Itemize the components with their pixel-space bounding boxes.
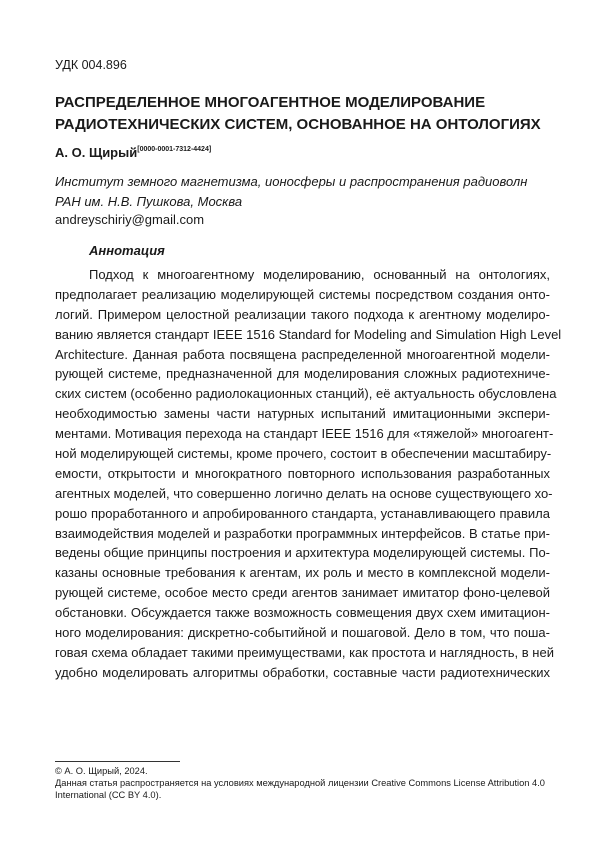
abstract-line: ских систем (особенно радиолокационных станций), её актуальность обусловлена: [55, 386, 557, 402]
abstract-heading: Аннотация: [89, 243, 165, 258]
abstract-line: обстановки. Обсуждается также возможность совмещения двух схем имитацион-: [55, 605, 550, 621]
abstract-line: агентных моделей, что совершенно логично делать на основе существующего хо-: [55, 485, 553, 501]
abstract-line: рующей системе, особое место среди агентов занимает имитатор фоно-целевой: [55, 585, 550, 601]
paper-title: РАСПРЕДЕЛЕННОЕ МНОГОАГЕНТНОЕ МОДЕЛИРОВАНИЕ РАДИОТЕХНИЧЕСКИХ СИСТЕМ, ОСНОВАННОЕ НА ОНТОЛОГИЯХ: [55, 94, 541, 133]
abstract-line: логий. Примером целостной реализации такого подхода к агентному моделиро-: [55, 306, 550, 322]
abstract-body: [55, 265, 562, 683]
author-orcid: [0000-0001-7312-4424]: [137, 146, 212, 153]
footnote-divider: [55, 761, 180, 762]
author-name: А. О. Щирый: [55, 145, 138, 160]
abstract-line: рошо проработанного и апробированного стандарта, устанавливающего правила: [55, 505, 550, 521]
footnote: [55, 765, 550, 801]
abstract-line: необходимостью замены части натурных испытаний имитационными экспери-: [55, 406, 550, 422]
abstract-line: ведены общие принципы построения и архитектура моделирующей системы. По-: [55, 545, 550, 561]
abstract-line: емости, открытости и многократного повторного использования разработанных: [55, 465, 550, 481]
udk-code: УДК 004.896: [55, 58, 127, 72]
abstract-line: ментами. Мотивация перехода на стандарт IEEE 1516 для «тяжелой» многоагент-: [55, 426, 554, 442]
abstract-line: Подход к многоагентному моделированию, основанный на онтологиях,: [89, 267, 550, 282]
abstract-line: ного моделирования: дискретно-событийной и пошаговой. Дело в том, что поша-: [55, 625, 550, 641]
copyright-notice: © А. О. Щирый, 2024.: [55, 766, 148, 776]
abstract-line: казаны основные требования к агентам, их роль и место в комплексной модели-: [55, 565, 550, 581]
abstract-line: Architecture. Данная работа посвящена распределенной многоагентной модели-: [55, 346, 550, 362]
abstract-line: рующей системе, предназначенной для моделирования сложных радиотехниче-: [55, 366, 550, 382]
author-affiliation: Институт земного магнетизма, ионосферы и распространения радиоволн РАН им. Н.В. Пушкова, Москва: [55, 174, 528, 209]
author-line: [55, 145, 211, 160]
abstract-line: предполагает реализацию моделирующей системы посредством создания онто-: [55, 286, 550, 302]
license-notice: Данная статья распространяется на условиях международной лицензии Creative Commons License Attribution 4.0 International (CC BY 4.0).: [55, 778, 545, 800]
author-email: andreyschiriy@gmail.com: [55, 212, 205, 227]
abstract-line: говая схема обладает такими преимуществами, как простота и наглядность, в ней: [55, 644, 554, 660]
abstract-line: удобно моделировать алгоритмы обработки, составные части радиотехнических: [55, 664, 550, 680]
abstract-line: взаимодействия моделей и разработки программных интерфейсов. В статье при-: [55, 525, 550, 541]
abstract-line: ванию является стандарт IEEE 1516 Standard for Modeling and Simulation High Level: [55, 326, 562, 342]
abstract-line: ной моделирующей системы, кроме прочего, состоит в обеспечении масштабиру-: [55, 446, 552, 462]
